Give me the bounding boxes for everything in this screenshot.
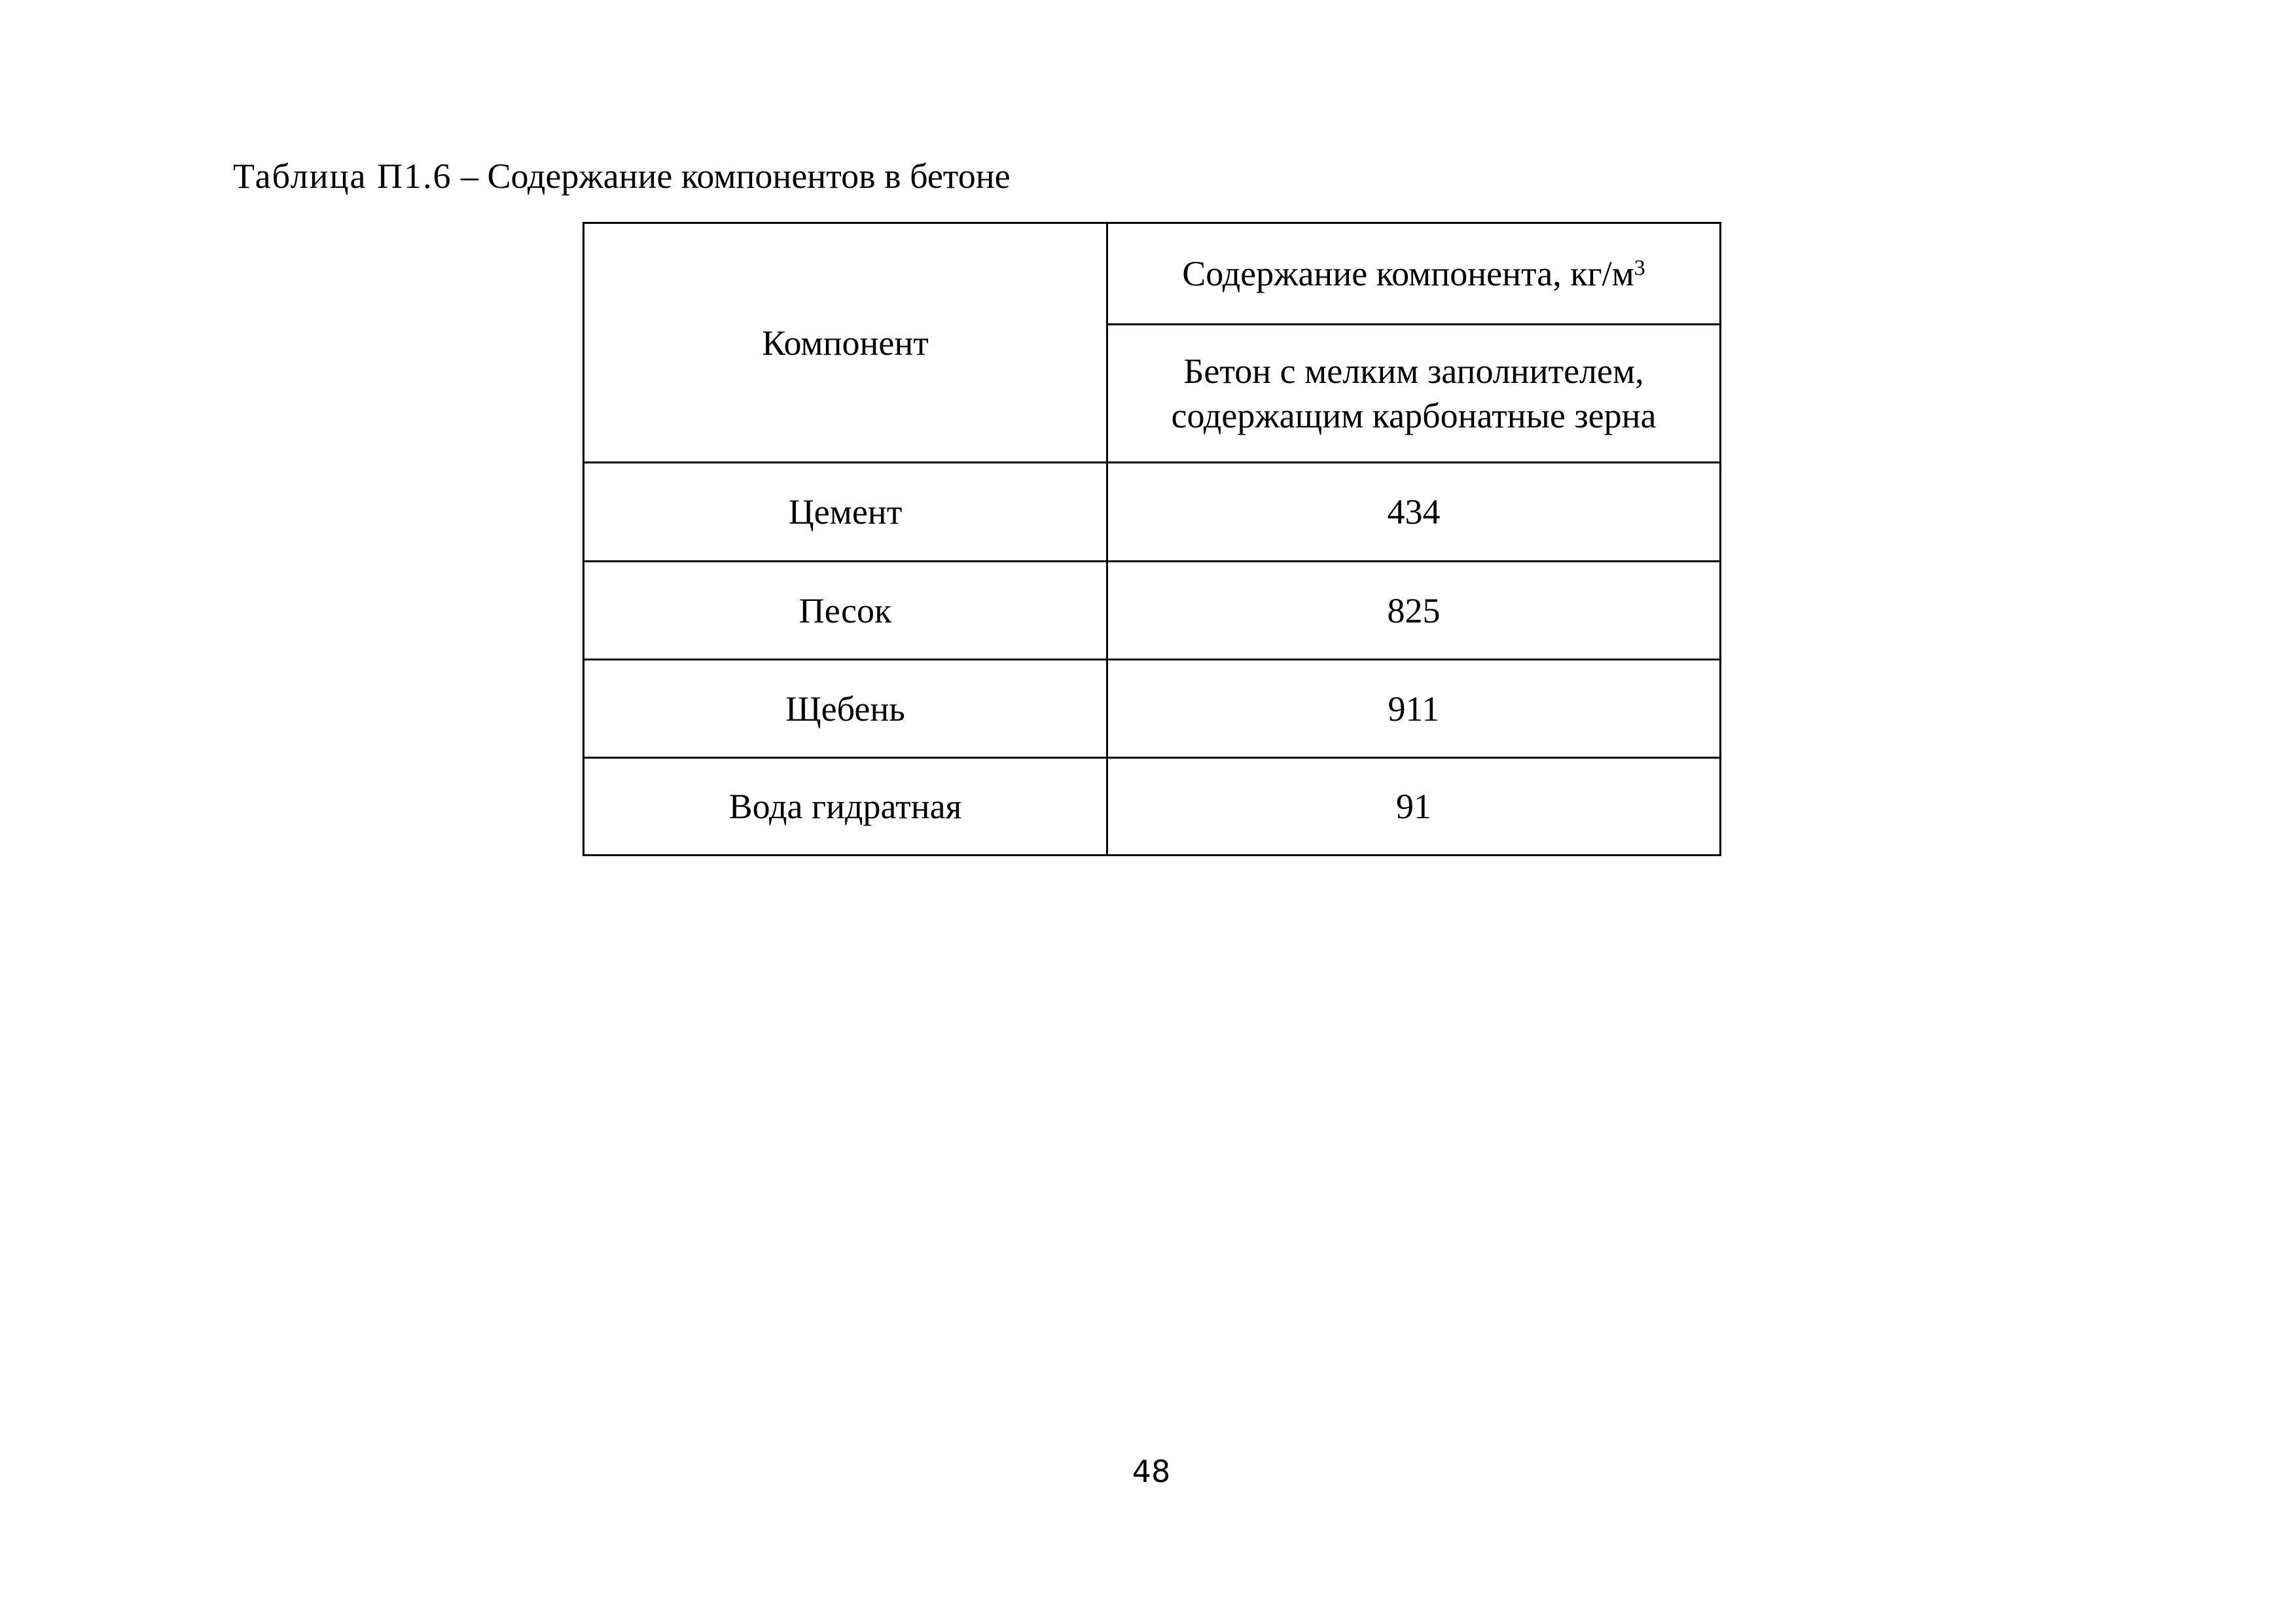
header-component-label: Компонент	[762, 323, 929, 363]
row-value: 91	[1107, 758, 1721, 856]
table-row	[584, 660, 1721, 758]
table-title: Содержание компонентов в бетоне	[487, 156, 1011, 196]
row-component: Песок	[584, 562, 1107, 660]
header-content	[1107, 223, 1721, 325]
table-row	[584, 758, 1721, 856]
header-content-label: Содержание компонента, кг/м	[1182, 254, 1634, 293]
row-value: 911	[1107, 660, 1721, 758]
caption-separator: –	[460, 156, 478, 196]
table-row	[584, 562, 1721, 660]
table-caption	[233, 153, 1011, 199]
row-component: Щебень	[584, 660, 1107, 758]
header-component	[584, 223, 1107, 463]
row-value: 434	[1107, 463, 1721, 562]
components-table	[583, 222, 1721, 856]
header-row	[584, 223, 1721, 325]
concrete-type-line-2: содержащим карбонатные зерна	[1171, 396, 1657, 435]
table-row	[584, 463, 1721, 562]
unit-exponent: 3	[1634, 256, 1645, 280]
header-concrete-type	[1107, 325, 1721, 463]
concrete-type-line-1: Бетон с мелким заполнителем,	[1183, 352, 1644, 391]
row-component: Вода гидратная	[584, 758, 1107, 856]
page-number: 48	[1132, 1454, 1171, 1489]
table-number: Таблица П1.6	[233, 156, 452, 196]
row-component: Цемент	[584, 463, 1107, 562]
row-value: 825	[1107, 562, 1721, 660]
